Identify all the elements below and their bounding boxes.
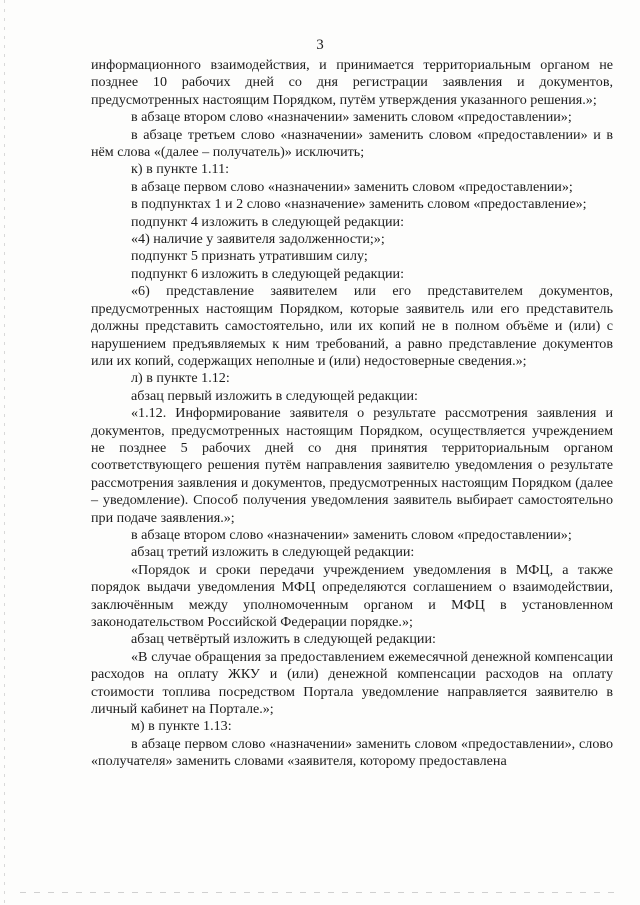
paragraph: «В случае обращения за предоставлением ежемесячной денежной компенсации расходов на оплату ЖКУ и (или) денежной компенсации расходов на оплату стоимости топлива посредством Портала уведомление направляется заявителю в личный кабинет на Портале.»;: [91, 648, 613, 718]
paragraph: к) в пункте 1.11:: [131, 161, 230, 178]
paragraph: «Порядок и сроки передачи учреждением уведомления в МФЦ, а также порядок выдачи уведомления МФЦ определяются соглашением о взаимодействии, заключённым между уполномоченным органом и МФЦ в установленном законодательством Российской Федерации порядке.»;: [91, 561, 613, 630]
paragraph: «6) представление заявителем или его представителем документов, предусмотренных настоящим Порядком, которые заявитель или его представитель должны представить самостоятельно, или их копий не в полном объёме и (или) с нарушением предъявляемых к ним требований, а равно представление документов или их копий, содержащих неполные и (или) недостоверные сведения.»;: [91, 283, 613, 369]
paragraph: «4) наличие у заявителя задолженности;»;: [131, 231, 385, 248]
paragraph: абзац четвёртый изложить в следующей редакции:: [131, 631, 436, 648]
page-number: 3: [316, 37, 324, 53]
paragraph: л) в пункте 1.12:: [131, 370, 230, 387]
paragraph: в абзаце первом слово «назначении» заменить словом «предоставлении»;: [131, 178, 573, 195]
paragraph: в абзаце втором слово «назначении» заменить словом «предоставлении»;: [131, 109, 572, 126]
paragraph: в абзаце первом слово «назначении» заменить словом «предоставлении», слово «получателя» заменить словами «заявителя, которому предоставлена: [91, 735, 613, 770]
paragraph: абзац третий изложить в следующей редакции:: [131, 544, 415, 561]
paragraph: абзац первый изложить в следующей редакции:: [131, 387, 418, 404]
paragraph: в подпунктах 1 и 2 слово «назначение» заменить словом «предоставление»;: [131, 196, 587, 213]
paragraph: подпункт 5 признать утратившим силу;: [131, 248, 368, 265]
paragraph: в абзаце третьем слово «назначении» заменить словом «предоставлении» и в нём слова «(далее – получатель)» исключить;: [91, 126, 613, 161]
document-body: [91, 57, 613, 771]
paragraph: подпункт 6 изложить в следующей редакции:: [131, 265, 405, 282]
paragraph: подпункт 4 изложить в следующей редакции:: [131, 213, 405, 230]
paragraph: «1.12. Информирование заявителя о результате рассмотрения заявления и документов, предусмотренных настоящим Порядком, осуществляется учреждением не позднее 5 рабочих дней со дня принятия территориальным органом соответствующего решения путём направления заявителю уведомления о результате рассмотрения заявления и документов, предусмотренных настоящим Порядком (далее – уведомление). Способ получения уведомления заявитель выбирает самостоятельно при подаче заявления.»;: [91, 405, 613, 526]
scan-edge-bottom: [20, 892, 620, 893]
paragraph: м) в пункте 1.13:: [131, 718, 232, 735]
paragraph: в абзаце втором слово «назначении» заменить словом «предоставлении»;: [131, 526, 572, 543]
scan-edge-left: [4, 0, 5, 905]
paragraph: информационного взаимодействия, и принимается территориальным органом не позднее 10 рабочих дней со дня регистрации заявления и документов, предусмотренных настоящим Порядком, путём утверждения указанного решения.»;: [91, 57, 613, 108]
